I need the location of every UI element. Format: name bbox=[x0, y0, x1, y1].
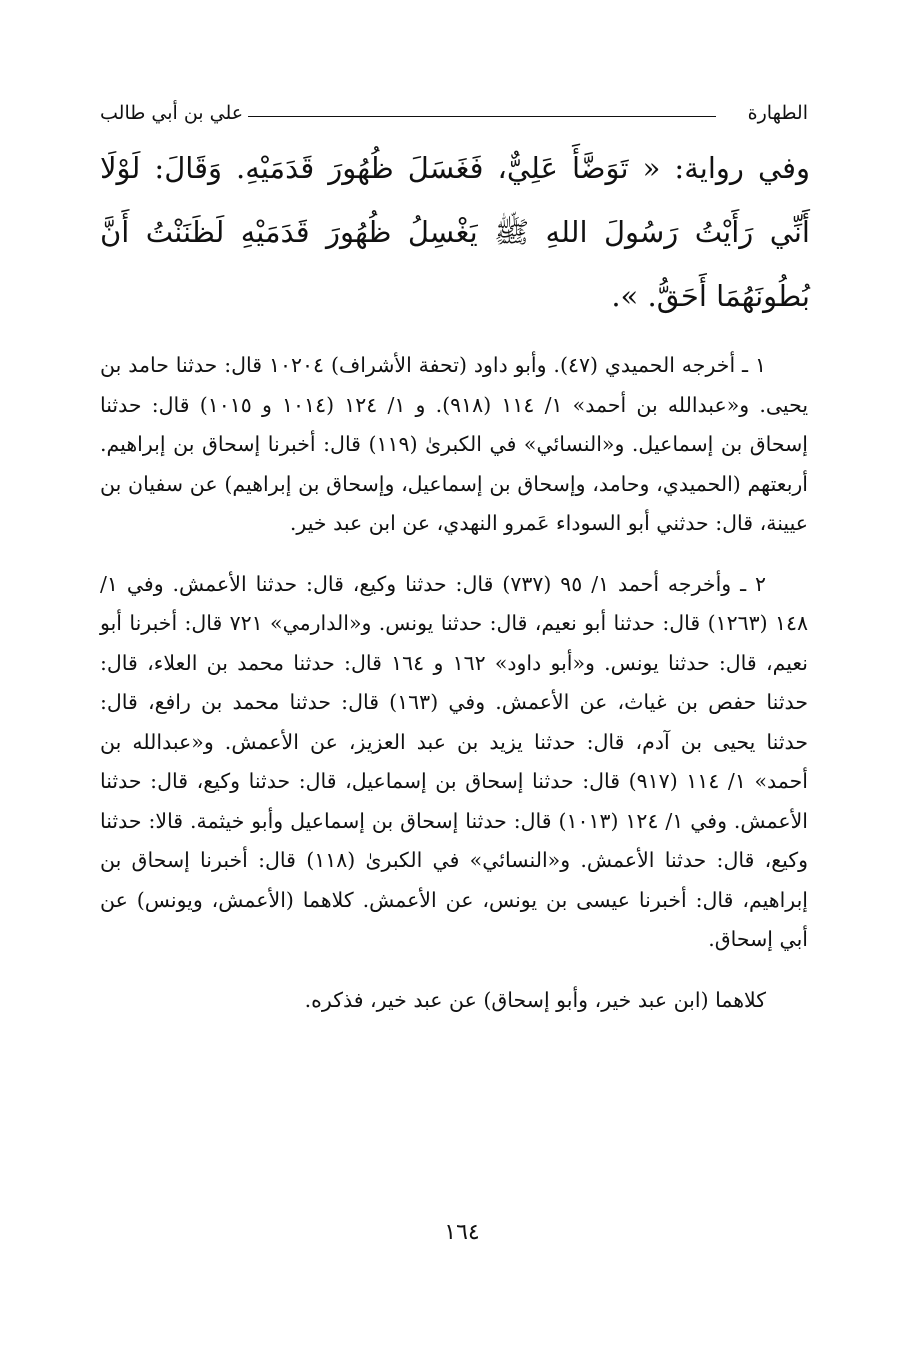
note-paragraph-1: ١ ـ أخرجه الحميدي (٤٧). وأبو داود (تحفة الأشراف) ١٠٢٠٤ قال: حدثنا حامد بن يحيى. و«عبدالله بن أحمد» ١/ ١١٤ (٩١٨). و ١/ ١٢٤ (١٠١٤ و ١٠١٥) قال: حدثنا إسحاق بن إسماعيل. و«النسائي» في الكبرىٰ (١١٩) قال: أخبرنا إسحاق بن إبراهيم. أربعتهم (الحميدي، وحامد، وإسحاق بن إسماعيل، وإسحاق بن إبراهيم) عن سفيان بن عيينة، قال: حدثني أبو السوداء عَمرو النهدي، عن ابن عبد خير. bbox=[100, 353, 809, 535]
chapter-title: الطهارة bbox=[747, 102, 808, 124]
header-rule bbox=[248, 116, 716, 117]
hadith-text: وفي رواية: « تَوَضَّأَ عَلِيٌّ، فَغَسَلَ ظُهُورَ قَدَمَيْهِ. وَقَالَ: لَوْلَا أَنِّي رَأَيْتُ رَسُولَ اللهِ ﷺ يَغْسِلُ ظُهُورَ قَدَمَيْهِ لَظَنَنْتُ أَنَّ بُطُونَهُمَا أَحَقُّ. ». bbox=[100, 151, 810, 313]
section-title: علي بن أبي طالب bbox=[100, 102, 244, 124]
page-number: ١٦٤ bbox=[444, 1220, 480, 1245]
takhrij-notes bbox=[100, 346, 808, 1041]
note-paragraph-3: كلاهما (ابن عبد خير، وأبو إسحاق) عن عبد خير، فذكره. bbox=[304, 987, 766, 1012]
running-header bbox=[100, 98, 808, 132]
note-paragraph-2: ٢ ـ وأخرجه أحمد ١/ ٩٥ (٧٣٧) قال: حدثنا وكيع، قال: حدثنا الأعمش. وفي ١/ ١٤٨ (١٢٦٣) قال: حدثنا أبو نعيم، قال: حدثنا يونس. و«الدارمي» ٧٢١ قال: أخبرنا أبو نعيم، قال: حدثنا يونس. و«أبو داود» ١٦٢ و ١٦٤ قال: حدثنا محمد بن العلاء، قال: حدثنا حفص بن غياث، عن الأعمش. وفي (١٦٣) قال: حدثنا محمد بن رافع، قال: حدثنا يحيى بن آدم، قال: حدثنا يزيد بن عبد العزيز، عن الأعمش. و«عبدالله بن أحمد» ١/ ١١٤ (٩١٧) قال: حدثنا إسحاق بن إسماعيل، قال: حدثنا وكيع، قال: حدثنا الأعمش. وفي ١/ ١٢٤ (١٠١٣) قال: حدثنا إسحاق بن إسماعيل وأبو خيثمة. قالا: حدثنا وكيع، قال: حدثنا الأعمش. و«النسائي» في الكبرىٰ (١١٨) قال: أخبرنا إسحاق بن إبراهيم، قال: أخبرنا عيسى بن يونس، عن الأعمش. كلاهما (الأعمش، ويونس) عن أبي إسحاق. bbox=[100, 571, 809, 951]
